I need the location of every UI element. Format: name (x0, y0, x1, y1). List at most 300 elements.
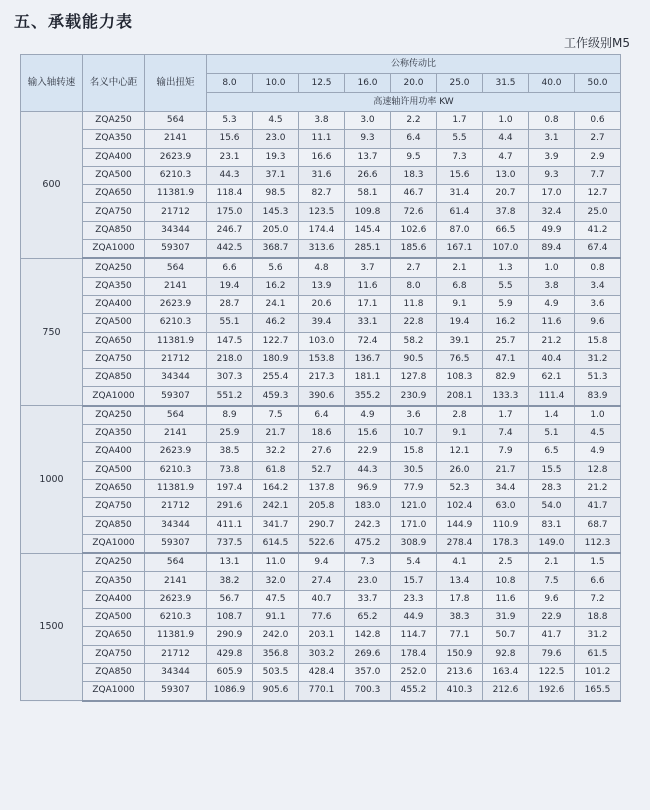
power-value-cell: 5.5 (437, 130, 483, 148)
power-value-cell: 15.6 (207, 130, 253, 148)
power-value-cell: 459.3 (253, 387, 299, 406)
torque-cell: 564 (145, 258, 207, 277)
model-cell: ZQA650 (83, 332, 145, 350)
table-row (21, 645, 621, 663)
power-value-cell: 7.5 (253, 406, 299, 425)
power-value-cell: 31.9 (483, 609, 529, 627)
torque-cell: 34344 (145, 663, 207, 681)
power-value-cell: 9.3 (345, 130, 391, 148)
torque-cell: 2623.9 (145, 443, 207, 461)
power-value-cell: 19.4 (437, 314, 483, 332)
power-value-cell: 503.5 (253, 663, 299, 681)
power-value-cell: 79.6 (529, 645, 575, 663)
power-value-cell: 2.7 (391, 258, 437, 277)
power-value-cell: 23.1 (207, 148, 253, 166)
power-value-cell: 9.4 (299, 553, 345, 572)
power-value-cell: 47.1 (483, 350, 529, 368)
model-cell: ZQA350 (83, 425, 145, 443)
power-value-cell: 7.3 (345, 553, 391, 572)
power-value-cell: 11.0 (253, 553, 299, 572)
table-row (21, 203, 621, 221)
power-value-cell: 1.5 (575, 553, 621, 572)
table-row (21, 627, 621, 645)
power-value-cell: 46.7 (391, 185, 437, 203)
power-value-cell: 44.3 (345, 461, 391, 479)
power-value-cell: 3.6 (391, 406, 437, 425)
power-value-cell: 3.7 (345, 258, 391, 277)
power-value-cell: 1.0 (575, 406, 621, 425)
power-value-cell: 72.4 (345, 332, 391, 350)
power-value-cell: 4.9 (575, 443, 621, 461)
table-row (21, 461, 621, 479)
model-cell: ZQA400 (83, 295, 145, 313)
power-value-cell: 178.4 (391, 645, 437, 663)
power-value-cell: 3.8 (529, 277, 575, 295)
power-value-cell: 3.4 (575, 277, 621, 295)
power-value-cell: 5.1 (529, 425, 575, 443)
model-cell: ZQA650 (83, 627, 145, 645)
power-value-cell: 18.6 (299, 425, 345, 443)
power-value-cell: 40.4 (529, 350, 575, 368)
power-value-cell: 3.1 (529, 130, 575, 148)
power-value-cell: 87.0 (437, 221, 483, 239)
power-value-cell: 246.7 (207, 221, 253, 239)
power-value-cell: 111.4 (529, 387, 575, 406)
power-value-cell: 230.9 (391, 387, 437, 406)
power-value-cell: 102.6 (391, 221, 437, 239)
power-value-cell: 18.8 (575, 609, 621, 627)
table-row (21, 240, 621, 259)
power-value-cell: 475.2 (345, 534, 391, 553)
power-value-cell: 0.8 (575, 258, 621, 277)
torque-cell: 34344 (145, 221, 207, 239)
power-value-cell: 390.6 (299, 387, 345, 406)
power-value-cell: 46.2 (253, 314, 299, 332)
power-value-cell: 2.2 (391, 112, 437, 130)
power-value-cell: 171.0 (391, 516, 437, 534)
power-value-cell: 23.0 (253, 130, 299, 148)
power-value-cell: 142.8 (345, 627, 391, 645)
power-value-cell: 73.8 (207, 461, 253, 479)
power-value-cell: 13.9 (299, 277, 345, 295)
torque-cell: 21712 (145, 645, 207, 663)
torque-cell: 11381.9 (145, 332, 207, 350)
power-value-cell: 242.3 (345, 516, 391, 534)
power-value-cell: 112.3 (575, 534, 621, 553)
power-value-cell: 1.0 (483, 112, 529, 130)
table-row (21, 369, 621, 387)
table-row (21, 350, 621, 368)
power-value-cell: 83.9 (575, 387, 621, 406)
power-value-cell: 12.8 (575, 461, 621, 479)
power-value-cell: 4.4 (483, 130, 529, 148)
power-value-cell: 4.8 (299, 258, 345, 277)
power-value-cell: 9.3 (529, 166, 575, 184)
power-value-cell: 33.1 (345, 314, 391, 332)
model-cell: ZQA250 (83, 553, 145, 572)
model-cell: ZQA500 (83, 314, 145, 332)
header-power-title: 高速轴许用功率 KW (207, 93, 621, 112)
torque-cell: 2141 (145, 277, 207, 295)
power-value-cell: 17.8 (437, 590, 483, 608)
power-value-cell: 82.7 (299, 185, 345, 203)
power-value-cell: 269.6 (345, 645, 391, 663)
torque-cell: 2623.9 (145, 295, 207, 313)
power-value-cell: 6.8 (437, 277, 483, 295)
power-value-cell: 89.4 (529, 240, 575, 259)
model-cell: ZQA350 (83, 277, 145, 295)
power-value-cell: 15.6 (345, 425, 391, 443)
power-value-cell: 96.9 (345, 479, 391, 497)
power-value-cell: 58.2 (391, 332, 437, 350)
power-value-cell: 23.3 (391, 590, 437, 608)
power-value-cell: 1086.9 (207, 682, 253, 701)
power-value-cell: 23.0 (345, 572, 391, 590)
power-value-cell: 700.3 (345, 682, 391, 701)
power-value-cell: 213.6 (437, 663, 483, 681)
table-row (21, 166, 621, 184)
power-value-cell: 61.4 (437, 203, 483, 221)
power-value-cell: 19.4 (207, 277, 253, 295)
power-value-cell: 26.6 (345, 166, 391, 184)
table-row (21, 332, 621, 350)
power-value-cell: 15.7 (391, 572, 437, 590)
torque-cell: 6210.3 (145, 166, 207, 184)
header-ratio-cell: 50.0 (575, 74, 621, 93)
input-speed-cell: 600 (21, 112, 83, 259)
power-value-cell: 4.5 (253, 112, 299, 130)
power-value-cell: 12.7 (575, 185, 621, 203)
power-value-cell: 21.2 (575, 479, 621, 497)
torque-cell: 6210.3 (145, 461, 207, 479)
power-value-cell: 3.0 (345, 112, 391, 130)
torque-cell: 2141 (145, 425, 207, 443)
power-value-cell: 127.8 (391, 369, 437, 387)
power-value-cell: 19.3 (253, 148, 299, 166)
torque-cell: 59307 (145, 240, 207, 259)
power-value-cell: 22.9 (345, 443, 391, 461)
power-value-cell: 5.4 (391, 553, 437, 572)
power-value-cell: 76.5 (437, 350, 483, 368)
torque-cell: 34344 (145, 516, 207, 534)
model-cell: ZQA500 (83, 461, 145, 479)
power-value-cell: 7.9 (483, 443, 529, 461)
power-value-cell: 15.5 (529, 461, 575, 479)
power-value-cell: 147.5 (207, 332, 253, 350)
power-value-cell: 91.1 (253, 609, 299, 627)
power-value-cell: 6.4 (391, 130, 437, 148)
header-input-speed: 输入轴转速 (21, 55, 83, 112)
power-value-cell: 31.4 (437, 185, 483, 203)
power-value-cell: 12.1 (437, 443, 483, 461)
power-value-cell: 90.5 (391, 350, 437, 368)
power-value-cell: 61.5 (575, 645, 621, 663)
torque-cell: 564 (145, 406, 207, 425)
power-value-cell: 31.6 (299, 166, 345, 184)
power-value-cell: 52.3 (437, 479, 483, 497)
table-row (21, 387, 621, 406)
power-value-cell: 32.2 (253, 443, 299, 461)
header-ratio-cell: 40.0 (529, 74, 575, 93)
power-value-cell: 6.5 (529, 443, 575, 461)
power-value-cell: 32.4 (529, 203, 575, 221)
power-value-cell: 153.8 (299, 350, 345, 368)
table-row (21, 590, 621, 608)
table-row (21, 112, 621, 130)
model-cell: ZQA250 (83, 406, 145, 425)
power-value-cell: 33.7 (345, 590, 391, 608)
power-value-cell: 428.4 (299, 663, 345, 681)
table-row (21, 443, 621, 461)
power-value-cell: 38.2 (207, 572, 253, 590)
power-value-cell: 32.0 (253, 572, 299, 590)
model-cell: ZQA1000 (83, 534, 145, 553)
power-value-cell: 21.2 (529, 332, 575, 350)
power-value-cell: 31.2 (575, 627, 621, 645)
model-cell: ZQA750 (83, 498, 145, 516)
table-row (21, 516, 621, 534)
model-cell: ZQA850 (83, 516, 145, 534)
power-value-cell: 5.6 (253, 258, 299, 277)
power-value-cell: 411.1 (207, 516, 253, 534)
power-value-cell: 9.6 (529, 590, 575, 608)
power-value-cell: 1.0 (529, 258, 575, 277)
model-cell: ZQA750 (83, 350, 145, 368)
power-value-cell: 63.0 (483, 498, 529, 516)
power-value-cell: 11.1 (299, 130, 345, 148)
table-row (21, 572, 621, 590)
power-value-cell: 49.9 (529, 221, 575, 239)
power-value-cell: 522.6 (299, 534, 345, 553)
power-value-cell: 11.6 (345, 277, 391, 295)
table-row (21, 406, 621, 425)
power-value-cell: 31.2 (575, 350, 621, 368)
power-value-cell: 13.4 (437, 572, 483, 590)
power-value-cell: 39.4 (299, 314, 345, 332)
power-value-cell: 118.4 (207, 185, 253, 203)
power-value-cell: 41.7 (529, 627, 575, 645)
power-value-cell: 5.9 (483, 295, 529, 313)
power-value-cell: 44.9 (391, 609, 437, 627)
power-value-cell: 137.8 (299, 479, 345, 497)
torque-cell: 59307 (145, 682, 207, 701)
power-value-cell: 10.8 (483, 572, 529, 590)
torque-cell: 59307 (145, 387, 207, 406)
power-value-cell: 66.5 (483, 221, 529, 239)
table-row (21, 498, 621, 516)
power-value-cell: 5.5 (483, 277, 529, 295)
power-value-cell: 22.9 (529, 609, 575, 627)
model-cell: ZQA1000 (83, 682, 145, 701)
torque-cell: 2623.9 (145, 590, 207, 608)
power-value-cell: 7.3 (437, 148, 483, 166)
table-row (21, 534, 621, 553)
power-value-cell: 180.9 (253, 350, 299, 368)
power-value-cell: 9.1 (437, 295, 483, 313)
power-value-cell: 28.3 (529, 479, 575, 497)
model-cell: ZQA500 (83, 609, 145, 627)
power-value-cell: 83.1 (529, 516, 575, 534)
power-value-cell: 278.4 (437, 534, 483, 553)
power-value-cell: 40.7 (299, 590, 345, 608)
model-cell: ZQA250 (83, 112, 145, 130)
power-value-cell: 178.3 (483, 534, 529, 553)
table-row (21, 277, 621, 295)
power-value-cell: 6.6 (575, 572, 621, 590)
power-value-cell: 26.0 (437, 461, 483, 479)
power-value-cell: 17.0 (529, 185, 575, 203)
power-value-cell: 54.0 (529, 498, 575, 516)
power-value-cell: 605.9 (207, 663, 253, 681)
power-value-cell: 217.3 (299, 369, 345, 387)
power-value-cell: 11.6 (483, 590, 529, 608)
power-value-cell: 737.5 (207, 534, 253, 553)
power-value-cell: 3.8 (299, 112, 345, 130)
power-value-cell: 15.8 (575, 332, 621, 350)
model-cell: ZQA850 (83, 369, 145, 387)
table-row (21, 663, 621, 681)
power-value-cell: 442.5 (207, 240, 253, 259)
power-value-cell: 56.7 (207, 590, 253, 608)
power-value-cell: 77.6 (299, 609, 345, 627)
torque-cell: 11381.9 (145, 627, 207, 645)
power-value-cell: 50.7 (483, 627, 529, 645)
work-grade-label: 工作级别M5 (564, 36, 630, 50)
torque-cell: 21712 (145, 350, 207, 368)
power-value-cell: 38.5 (207, 443, 253, 461)
table-row (21, 314, 621, 332)
power-value-cell: 108.7 (207, 609, 253, 627)
power-value-cell: 205.8 (299, 498, 345, 516)
power-value-cell: 5.3 (207, 112, 253, 130)
power-value-cell: 6.4 (299, 406, 345, 425)
power-value-cell: 52.7 (299, 461, 345, 479)
power-value-cell: 3.6 (575, 295, 621, 313)
power-value-cell: 92.8 (483, 645, 529, 663)
table-row (21, 148, 621, 166)
power-value-cell: 252.0 (391, 663, 437, 681)
input-speed-cell: 1000 (21, 406, 83, 553)
power-value-cell: 150.9 (437, 645, 483, 663)
power-value-cell: 181.1 (345, 369, 391, 387)
power-value-cell: 72.6 (391, 203, 437, 221)
power-value-cell: 242.1 (253, 498, 299, 516)
header-ratio-cell: 12.5 (299, 74, 345, 93)
power-value-cell: 3.9 (529, 148, 575, 166)
power-value-cell: 37.1 (253, 166, 299, 184)
power-value-cell: 11.8 (391, 295, 437, 313)
torque-cell: 11381.9 (145, 479, 207, 497)
power-value-cell: 164.2 (253, 479, 299, 497)
power-value-cell: 203.1 (299, 627, 345, 645)
power-value-cell: 2.7 (575, 130, 621, 148)
power-value-cell: 2.9 (575, 148, 621, 166)
power-value-cell: 20.6 (299, 295, 345, 313)
power-value-cell: 551.2 (207, 387, 253, 406)
table-row (21, 479, 621, 497)
power-value-cell: 2.5 (483, 553, 529, 572)
power-value-cell: 7.2 (575, 590, 621, 608)
power-value-cell: 1.4 (529, 406, 575, 425)
power-value-cell: 62.1 (529, 369, 575, 387)
header-ratio-cell: 16.0 (345, 74, 391, 93)
power-value-cell: 165.5 (575, 682, 621, 701)
power-value-cell: 9.5 (391, 148, 437, 166)
table-row (21, 682, 621, 701)
power-value-cell: 110.9 (483, 516, 529, 534)
power-value-cell: 41.2 (575, 221, 621, 239)
torque-cell: 21712 (145, 203, 207, 221)
model-cell: ZQA750 (83, 203, 145, 221)
power-value-cell: 218.0 (207, 350, 253, 368)
power-value-cell: 4.1 (437, 553, 483, 572)
power-value-cell: 136.7 (345, 350, 391, 368)
power-value-cell: 290.9 (207, 627, 253, 645)
torque-cell: 21712 (145, 498, 207, 516)
power-value-cell: 27.6 (299, 443, 345, 461)
power-value-cell: 27.4 (299, 572, 345, 590)
header-ratio-cell: 10.0 (253, 74, 299, 93)
torque-cell: 6210.3 (145, 314, 207, 332)
model-cell: ZQA1000 (83, 240, 145, 259)
power-value-cell: 122.7 (253, 332, 299, 350)
power-value-cell: 7.4 (483, 425, 529, 443)
power-value-cell: 10.7 (391, 425, 437, 443)
power-value-cell: 39.1 (437, 332, 483, 350)
power-value-cell: 77.1 (437, 627, 483, 645)
power-value-cell: 368.7 (253, 240, 299, 259)
power-value-cell: 61.8 (253, 461, 299, 479)
power-value-cell: 9.1 (437, 425, 483, 443)
power-value-cell: 410.3 (437, 682, 483, 701)
model-cell: ZQA650 (83, 479, 145, 497)
power-value-cell: 108.3 (437, 369, 483, 387)
power-value-cell: 101.2 (575, 663, 621, 681)
header-ratio-cell: 31.5 (483, 74, 529, 93)
power-value-cell: 145.4 (345, 221, 391, 239)
power-value-cell: 2.1 (437, 258, 483, 277)
power-value-cell: 8.9 (207, 406, 253, 425)
power-value-cell: 58.1 (345, 185, 391, 203)
power-value-cell: 123.5 (299, 203, 345, 221)
model-cell: ZQA750 (83, 645, 145, 663)
power-value-cell: 1.7 (483, 406, 529, 425)
power-value-cell: 122.5 (529, 663, 575, 681)
power-value-cell: 11.6 (529, 314, 575, 332)
power-value-cell: 183.0 (345, 498, 391, 516)
torque-cell: 2141 (145, 130, 207, 148)
torque-cell: 34344 (145, 369, 207, 387)
power-value-cell: 13.7 (345, 148, 391, 166)
torque-cell: 564 (145, 112, 207, 130)
power-value-cell: 51.3 (575, 369, 621, 387)
power-value-cell: 77.9 (391, 479, 437, 497)
power-value-cell: 291.6 (207, 498, 253, 516)
model-cell: ZQA1000 (83, 387, 145, 406)
header-ratio-cell: 20.0 (391, 74, 437, 93)
model-cell: ZQA400 (83, 148, 145, 166)
power-value-cell: 41.7 (575, 498, 621, 516)
model-cell: ZQA250 (83, 258, 145, 277)
power-value-cell: 16.6 (299, 148, 345, 166)
power-value-cell: 356.8 (253, 645, 299, 663)
power-value-cell: 149.0 (529, 534, 575, 553)
power-value-cell: 167.1 (437, 240, 483, 259)
table-row (21, 221, 621, 239)
power-value-cell: 429.8 (207, 645, 253, 663)
power-value-cell: 15.6 (437, 166, 483, 184)
torque-cell: 2623.9 (145, 148, 207, 166)
